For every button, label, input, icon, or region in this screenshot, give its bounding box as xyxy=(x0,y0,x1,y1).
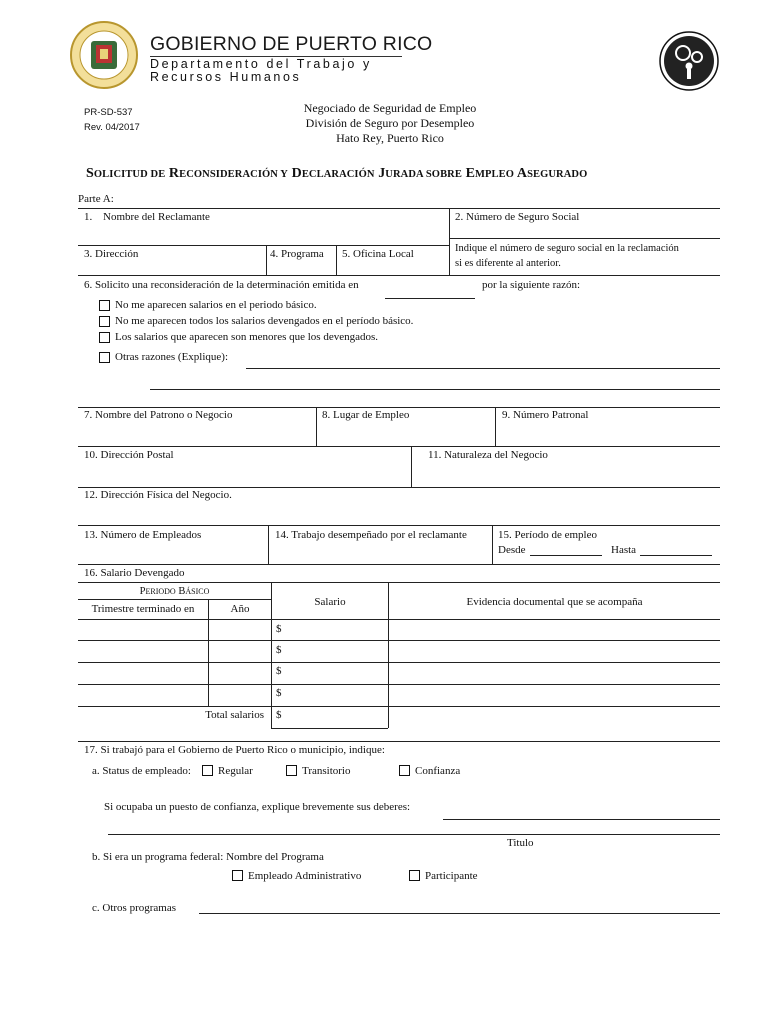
field-3-label: 3. Dirección xyxy=(84,248,139,260)
field-14-label: 14. Trabajo desempeñado por el reclamante xyxy=(275,529,467,541)
confianza-duties-line-2[interactable] xyxy=(108,834,720,835)
field-6-text-b: por la siguiente razón: xyxy=(482,279,581,291)
form-code: PR-SD-537 xyxy=(84,107,133,118)
dept-line-1: Departamento del Trabajo y xyxy=(150,57,372,71)
col-ano: Año xyxy=(230,603,250,615)
transitorio-label: Transitorio xyxy=(302,765,351,777)
field-8-label: 8. Lugar de Empleo xyxy=(322,409,410,421)
col-evidencia: Evidencia documental que se acompaña xyxy=(466,596,643,608)
rule xyxy=(78,582,720,583)
salary-row-4[interactable] xyxy=(78,685,720,705)
confianza-label: Confianza xyxy=(415,765,461,777)
rule xyxy=(78,525,720,526)
regular-label: Regular xyxy=(218,765,253,777)
rule xyxy=(78,275,720,276)
field-4-label: 4. Programa xyxy=(270,248,324,260)
form-revision: Rev. 04/2017 xyxy=(84,122,140,133)
reason-2-label: No me aparecen todos los salarios devengados en el período básico. xyxy=(115,315,414,327)
titulo-label: Titulo xyxy=(507,837,534,849)
divider xyxy=(492,525,493,564)
total-salarios-label: Total salarios xyxy=(205,709,264,721)
rule xyxy=(78,208,720,209)
salary-currency-2: $ xyxy=(276,644,282,656)
admin-employee-checkbox[interactable] xyxy=(232,870,243,881)
field-2-ssn[interactable] xyxy=(450,224,720,238)
hasta-date-input[interactable] xyxy=(640,555,712,556)
rule xyxy=(78,407,720,408)
field-4-program[interactable] xyxy=(267,260,335,274)
field-9-employer-number[interactable] xyxy=(496,423,720,445)
admin-employee-label: Empleado Administrativo xyxy=(248,870,362,882)
field-7-employer-name[interactable] xyxy=(78,423,315,445)
ssn-note-line-1: Indique el número de seguro social en la reclamación xyxy=(455,243,679,254)
desde-label: Desde xyxy=(498,544,526,556)
field-10-label: 10. Dirección Postal xyxy=(84,449,174,461)
field-13-label: 13. Número de Empleados xyxy=(84,529,202,541)
field-7-label: 7. Nombre del Patrono o Negocio xyxy=(84,409,233,421)
field-14-work-performed[interactable] xyxy=(269,543,491,563)
rule xyxy=(271,728,388,729)
gov-title: GOBIERNO DE PUERTO RICO xyxy=(150,33,433,55)
confianza-duties-line-1[interactable] xyxy=(443,819,720,820)
salary-currency-3: $ xyxy=(276,665,282,677)
office-line-3: Hato Rey, Puerto Rico xyxy=(336,131,444,145)
section-17-heading: 17. Si trabajó para el Gobierno de Puerto Rico o municipio, indique: xyxy=(84,744,385,756)
rule xyxy=(78,599,271,600)
salary-total-input[interactable] xyxy=(285,707,387,727)
determination-date-input[interactable] xyxy=(385,298,475,299)
field-11-business-nature[interactable] xyxy=(412,464,720,486)
reason-4-label: Otras razones (Explique): xyxy=(115,351,229,363)
rule xyxy=(78,487,720,488)
field-6-text-a: 6. Solicito una reconsideración de la determinación emitida en xyxy=(84,279,359,291)
reason-3-label: Los salarios que aparecen son menores que los devengados. xyxy=(115,331,379,343)
rule xyxy=(78,741,720,742)
field-15-label: 15. Período de empleo xyxy=(498,529,597,541)
periodo-basico-header: PERIODO BÁSICO xyxy=(139,586,210,597)
field-10-postal-address[interactable] xyxy=(78,464,410,486)
salary-row-1[interactable] xyxy=(78,620,720,639)
dtrh-logo xyxy=(659,31,719,91)
field-2-label: 2. Número de Seguro Social xyxy=(455,211,580,223)
salary-currency-1: $ xyxy=(276,623,282,635)
otros-programas-input[interactable] xyxy=(199,913,720,914)
confianza-checkbox[interactable] xyxy=(399,765,410,776)
part-a-label: Parte A: xyxy=(78,193,114,205)
rule xyxy=(78,245,449,246)
regular-checkbox[interactable] xyxy=(202,765,213,776)
office-line-1: Negociado de Seguridad de Empleo xyxy=(303,101,477,115)
field-12-physical-address[interactable] xyxy=(78,504,720,524)
field-1-label: Nombre del Reclamante xyxy=(103,211,210,223)
rule xyxy=(78,706,720,707)
field-13-employee-count[interactable] xyxy=(78,543,267,563)
col-trimestre: Trimestre terminado en xyxy=(91,603,195,615)
other-reason-line-2[interactable] xyxy=(150,389,720,390)
salary-row-3[interactable] xyxy=(78,663,720,683)
field-8-workplace[interactable] xyxy=(317,423,494,445)
pr-government-seal xyxy=(69,20,139,90)
participante-label: Participante xyxy=(425,870,478,882)
field-12-label: 12. Dirección Física del Negocio. xyxy=(84,489,232,501)
status-label: a. Status de empleado: xyxy=(92,765,191,777)
confianza-question: Si ocupaba un puesto de confianza, explique brevemente sus deberes: xyxy=(104,801,411,813)
divider xyxy=(449,208,450,275)
salary-row-2[interactable] xyxy=(78,641,720,661)
participante-checkbox[interactable] xyxy=(409,870,420,881)
field-5-local-office[interactable] xyxy=(337,260,448,274)
dept-line-2: Recursos Humanos xyxy=(150,70,302,84)
reason-4-checkbox[interactable] xyxy=(99,352,110,363)
field-5-label: 5. Oficina Local xyxy=(342,248,414,260)
field-1-number: 1. xyxy=(84,211,93,223)
rule xyxy=(449,238,720,239)
field-16-label: 16. Salario Devengado xyxy=(84,567,185,579)
other-reason-line-1[interactable] xyxy=(246,368,720,369)
form-title: SOLICITUD DE RECONSIDERACIÓN Y DECLARACIÓN JURADA SOBRE EMPLEO ASEGURADO xyxy=(86,166,588,181)
transitorio-checkbox[interactable] xyxy=(286,765,297,776)
otros-programas-label: c. Otros programas xyxy=(92,902,177,914)
rule xyxy=(78,564,720,565)
reason-2-checkbox[interactable] xyxy=(99,316,110,327)
field-3-address[interactable] xyxy=(78,260,265,274)
reason-1-label: No me aparecen salarios en el periodo básico. xyxy=(115,299,317,311)
hasta-label: Hasta xyxy=(611,544,637,556)
federal-question: b. Si era un programa federal: Nombre del Programa xyxy=(92,851,324,863)
salary-currency-total: $ xyxy=(276,709,282,721)
field-9-label: 9. Número Patronal xyxy=(502,409,589,421)
ssn-note-line-2: si es diferente al anterior. xyxy=(455,258,561,269)
rule xyxy=(78,446,720,447)
field-11-label: 11. Naturaleza del Negocio xyxy=(428,449,548,461)
reason-3-checkbox[interactable] xyxy=(99,332,110,343)
office-line-2: División de Seguro por Desempleo xyxy=(305,116,475,130)
desde-date-input[interactable] xyxy=(530,555,602,556)
salary-currency-4: $ xyxy=(276,687,282,699)
col-salario: Salario xyxy=(314,596,346,608)
field-1-claimant-name[interactable] xyxy=(78,224,448,245)
reason-1-checkbox[interactable] xyxy=(99,300,110,311)
